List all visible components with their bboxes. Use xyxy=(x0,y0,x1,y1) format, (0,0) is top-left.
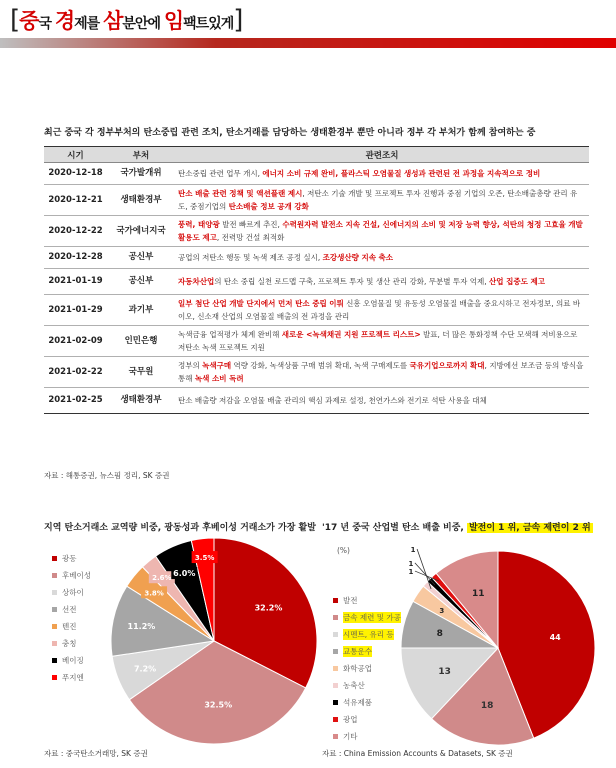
chart2-pie xyxy=(380,530,610,745)
column-header-measure: 관련조치 xyxy=(175,147,589,163)
row-measure xyxy=(175,216,589,247)
row-date: 2021-01-19 xyxy=(44,269,107,295)
row-department: 공신부 xyxy=(107,247,175,269)
table-row xyxy=(44,185,589,216)
report-header xyxy=(10,5,242,35)
measure-text: , 지방에선 보조금 등의 방식을 통해 xyxy=(178,361,584,383)
legend-label: 광동 xyxy=(62,554,77,563)
slice-label: 6.0% xyxy=(173,569,196,579)
legend-label: 푸지엔 xyxy=(62,673,84,682)
header-text-segment: 분안에 xyxy=(122,16,164,32)
measure-text: 역량 강화, 녹색상품 구매 범위 확대, 녹색 구매제도를 xyxy=(231,361,410,370)
legend-item xyxy=(52,601,91,618)
row-measure xyxy=(175,269,589,295)
slice-label: 13 xyxy=(438,667,451,678)
table-row xyxy=(44,357,589,388)
legend-label: 기타 xyxy=(343,732,358,741)
header-text-segment: 제를 xyxy=(74,16,104,32)
highlighted-text: 녹색구매 xyxy=(202,361,232,370)
chart1-title: 지역 탄소거래소 교역량 비중, 광동성과 후베이성 거래소가 가장 활발 xyxy=(44,523,316,533)
legend-swatch xyxy=(52,590,57,595)
legend-swatch xyxy=(333,683,338,688)
legend-swatch xyxy=(333,700,338,705)
slice-label: 11.2% xyxy=(127,621,156,631)
legend-item xyxy=(52,635,91,652)
table-row xyxy=(44,247,589,269)
legend-swatch xyxy=(333,632,338,637)
row-date: 2020-12-21 xyxy=(44,185,107,216)
slice-label: 3.5% xyxy=(194,554,215,563)
row-date: 2021-01-29 xyxy=(44,295,107,326)
legend-swatch xyxy=(52,641,57,646)
header-divider-bar xyxy=(0,38,616,48)
measure-text: 공업의 저탄소 행동 및 녹색 제조 공정 실시, xyxy=(178,253,323,262)
table-row xyxy=(44,269,589,295)
row-measure xyxy=(175,295,589,326)
highlighted-text: 탄소 배출 관련 정책 및 액션플랜 제시 xyxy=(178,189,303,198)
legend-label: 광업 xyxy=(343,715,358,724)
policy-table xyxy=(44,146,589,414)
highlighted-text: 산업 집중도 제고 xyxy=(489,277,545,286)
slice-label: 3.8% xyxy=(144,589,164,598)
slice-label: 18 xyxy=(480,701,494,712)
legend-item xyxy=(52,584,91,601)
slice-label: 1 xyxy=(408,559,414,568)
header-text-segment: 국 xyxy=(38,16,55,32)
header-open-bracket: [ xyxy=(10,5,20,35)
table-row xyxy=(44,216,589,247)
legend-swatch xyxy=(333,666,338,671)
legend-swatch xyxy=(333,734,338,739)
legend-label: 발전 xyxy=(343,596,358,605)
legend-swatch xyxy=(333,615,338,620)
leader-line xyxy=(415,563,435,585)
table-row xyxy=(44,326,589,357)
legend-label: 상하이 xyxy=(62,588,84,597)
legend-item xyxy=(52,669,91,686)
row-department: 생태환경부 xyxy=(107,185,175,216)
chart1-source: 자료 : 중국탄소거래망, SK 증권 xyxy=(44,749,148,758)
highlighted-text: 에너지 소비 규제 완비, 플라스틱 오염물질 생성과 관련된 전 과정을 지속적으로 정비 xyxy=(262,169,541,178)
legend-label: 농축산 xyxy=(343,681,365,690)
chart2-unit: (%) xyxy=(337,546,350,555)
row-date: 2020-12-22 xyxy=(44,216,107,247)
highlighted-text: 조강생산량 지속 축소 xyxy=(322,253,394,262)
row-date: 2021-02-22 xyxy=(44,357,107,388)
highlighted-text: 새로운 <녹색채권 지원 프로젝트 리스트> xyxy=(281,330,421,339)
slice-label: 8 xyxy=(436,629,443,640)
legend-item xyxy=(52,550,91,567)
row-department: 공신부 xyxy=(107,269,175,295)
row-date: 2021-02-25 xyxy=(44,388,107,414)
measure-text: 발전 빠르게 추진, xyxy=(219,220,283,229)
legend-swatch xyxy=(52,658,57,663)
row-measure xyxy=(175,357,589,388)
header-emphasis-char: 경 xyxy=(54,9,75,33)
legend-label: 톈진 xyxy=(62,622,77,631)
slice-label: 7.2% xyxy=(133,664,157,674)
row-department: 국가발개위 xyxy=(107,163,175,185)
slice-label: 3 xyxy=(439,606,445,615)
slice-label: 32.5% xyxy=(204,700,233,710)
chart2-source: 자료 : China Emission Accounts & Datasets, SK 증권 xyxy=(322,749,513,758)
measure-text: , 저탄소 기술 개발 및 프로젝트 투자 진행과 중점 기업의 오존, 탄소배출총량 관리 유도, 중점기업의 xyxy=(178,189,578,211)
legend-swatch xyxy=(333,717,338,722)
legend-swatch xyxy=(52,624,57,629)
legend-swatch xyxy=(52,675,57,680)
row-measure xyxy=(175,326,589,357)
row-measure xyxy=(175,247,589,269)
legend-swatch xyxy=(52,573,57,578)
slice-label: 44 xyxy=(549,633,561,643)
measure-text: 탄소 배출량 저감을 오염물 배출 관리의 핵심 과제로 설정, 천연가스와 전기로 석탄 사용을 대체 xyxy=(178,396,487,405)
legend-label: 석유제품 xyxy=(343,698,372,707)
highlighted-text: 녹색 소비 독려 xyxy=(194,374,244,383)
slice-label: 1 xyxy=(410,545,416,554)
legend-label: 베이징 xyxy=(62,656,84,665)
table-row xyxy=(44,388,589,414)
table-row xyxy=(44,163,589,185)
legend-label: 시멘트, 유리 등 xyxy=(343,630,394,639)
highlighted-text: 풍력, 태양광 xyxy=(178,220,220,229)
table-header-row xyxy=(44,147,589,163)
slice-label: 2.6% xyxy=(152,574,172,583)
row-date: 2020-12-18 xyxy=(44,163,107,185)
row-measure xyxy=(175,185,589,216)
legend-label: 후베이성 xyxy=(62,571,91,580)
row-department: 국가에너지국 xyxy=(107,216,175,247)
slice-label: 1 xyxy=(408,568,414,577)
measure-text: 발표, 더 많은 통화정책 수단 모색해 저비용으로 저탄소 녹색 프로젝트 지원 xyxy=(178,330,578,352)
title-text: '17 년 중국 산업별 탄소 배출 비중, xyxy=(322,523,467,533)
row-department: 국무원 xyxy=(107,357,175,388)
highlighted-text: 국유기업으로까지 확대 xyxy=(409,361,485,370)
header-title xyxy=(19,5,233,35)
legend-item xyxy=(52,652,91,669)
column-header-dept: 부처 xyxy=(107,147,175,163)
leader-line xyxy=(417,549,431,589)
row-department: 과기부 xyxy=(107,295,175,326)
header-close-bracket: ] xyxy=(233,5,243,35)
highlighted-text: 탄소배출 정보 공개 강화 xyxy=(228,202,309,211)
legend-label: 화학공업 xyxy=(343,664,372,673)
legend-label: 금속 제련 및 가공 xyxy=(343,613,401,622)
header-emphasis-char: 임 xyxy=(163,9,184,33)
slice-label: 32.2% xyxy=(254,603,283,613)
legend-swatch xyxy=(52,607,57,612)
measure-text: 의 탄소 중립 실천 로드맵 구축, 프로젝트 투자 및 생산 관리 강화, 무분별 투자 억제, xyxy=(214,277,489,286)
legend-item xyxy=(52,567,91,584)
legend-label: 교통운수 xyxy=(343,647,372,656)
row-department: 인민은행 xyxy=(107,326,175,357)
row-department: 생태환경부 xyxy=(107,388,175,414)
title-highlight: 발전이 1 위, 금속 제련이 2 위 xyxy=(468,523,591,533)
slice-label: 11 xyxy=(472,589,485,600)
row-measure xyxy=(175,388,589,414)
measure-text: , 전력망 건설 최적화 xyxy=(216,233,285,242)
table-row xyxy=(44,295,589,326)
column-header-date: 시기 xyxy=(44,147,107,163)
measure-text: 신흥 오염물질 및 유동성 오염물질 배출을 중요시하고 전자정보, 의료 바이오, 신소재 산업의 오염물질 배출의 전 과정을 관리 xyxy=(178,299,581,321)
row-date: 2020-12-28 xyxy=(44,247,107,269)
chart1-pie xyxy=(108,535,320,747)
legend-label: 충칭 xyxy=(62,639,77,648)
policy-table-source: 자료 : 해통증권, 뉴스핌 정리, SK 증권 xyxy=(44,471,170,480)
highlighted-text: 자동차산업 xyxy=(178,277,215,286)
legend-swatch xyxy=(333,649,338,654)
legend-label: 선전 xyxy=(62,605,77,614)
header-text-segment: 팩트있게 xyxy=(183,16,234,32)
legend-swatch xyxy=(333,598,338,603)
header-emphasis-char: 중 xyxy=(19,9,39,33)
row-measure xyxy=(175,163,589,185)
legend-swatch xyxy=(52,556,57,561)
policy-table-title: 최근 중국 각 정부부처의 탄소중립 관련 조치, 탄소거래를 담당하는 생태환경부 뿐만 아니라 정부 각 부처가 함께 참여하는 중 xyxy=(44,128,536,138)
header-emphasis-char: 삼 xyxy=(103,9,123,33)
measure-text: 탄소중립 관련 업무 개시, xyxy=(178,169,263,178)
row-date: 2021-02-09 xyxy=(44,326,107,357)
highlighted-text: 일부 첨단 산업 개발 단지에서 먼저 탄소 중립 이뤄 xyxy=(178,299,344,308)
measure-text: 정부의 xyxy=(178,361,203,370)
chart1-legend xyxy=(52,550,91,686)
highlighted-text: 수력원자력 발전소 지속 건설, 신에너지의 소비 및 저장 능력 향상, 석탄의 청정 고효율 개발 활용도 제고 xyxy=(178,220,583,242)
measure-text: 녹색금융 업적평가 체계 완비해 xyxy=(178,330,282,339)
legend-item xyxy=(52,618,91,635)
